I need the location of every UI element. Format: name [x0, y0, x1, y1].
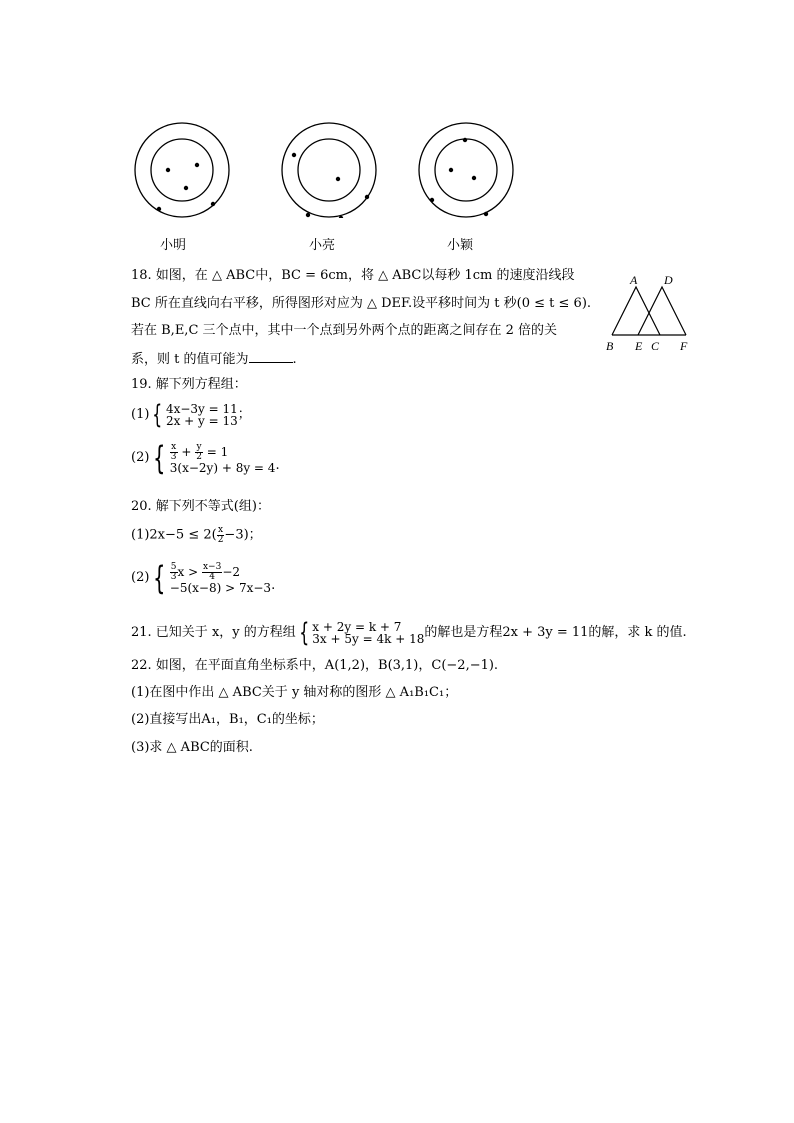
- q18-line-4-text: 系，则 t 的值可能为: [131, 352, 249, 367]
- q19-part-2-eq1: $\frac{x}{3}$ + $\frac{y}{2}$ = 1: [170, 441, 229, 462]
- q22-line-3: (2)直接写出A₁，B₁，C₁的坐标；: [131, 712, 324, 727]
- q20-part-2: (2) { $\frac{5}{3}$ x > $\frac{x-3}{4}$ −2 −5(x−8) > 7x−3 .: [131, 559, 276, 597]
- target-figure-xiaoying: [410, 122, 522, 218]
- left-brace: {: [152, 400, 163, 430]
- q18-line-1: 18. 如图，在 △ ABC中，BC = 6cm，将 △ ABC以每秒 1cm 的速度沿线段: [131, 268, 575, 283]
- figure-label-xiaoming: 小明: [160, 238, 187, 253]
- q19-part-2-label: (2): [131, 450, 150, 465]
- q22-line-4: (3)求 △ ABC的面积.: [131, 740, 253, 755]
- q19-part-1-eq2: 2x + y = 13: [165, 414, 238, 428]
- q19-part-1-system: [166, 403, 238, 427]
- q18-line-4: [131, 350, 297, 368]
- q21-eq1: x + 2y = k + 7: [312, 620, 402, 634]
- question-21: 21. 已知关于 x，y 的方程组 { x + 2y = k + 7 3x + 5y = 4k + 18 的解也是方程2x + 3y = 11的解，求 k 的值.: [131, 618, 687, 648]
- q20-part-2-ineq1: $\frac{5}{3}$ x > $\frac{x-3}{4}$ −2: [170, 561, 241, 582]
- q19-part-2-system: [170, 443, 276, 474]
- label-c: C: [651, 339, 660, 353]
- left-brace: {: [153, 559, 166, 597]
- triangle-def: [638, 287, 686, 335]
- q19-part-1-eq1: 4x−3y = 11: [165, 402, 238, 416]
- target-figure-xiaoliang: [279, 122, 391, 218]
- q21-eq2: 3x + 5y = 4k + 18: [312, 632, 425, 646]
- q20-title: 20. 解下列不等式(组)：: [131, 499, 270, 514]
- left-brace: {: [153, 439, 166, 477]
- q19-part-2-eq2: 3(x−2y) + 8y = 4: [169, 460, 276, 475]
- q22-line-2: (1)在图中作出 △ ABC关于 y 轴对称的图形 △ A₁B₁C₁；: [131, 685, 458, 700]
- q19-part-1-label: (1): [131, 407, 150, 422]
- q19-part-2: [131, 439, 280, 477]
- label-b: B: [606, 339, 614, 353]
- translation-triangle-diagram: [600, 273, 696, 357]
- figure-label-xiaoying: 小颖: [447, 238, 474, 253]
- answer-blank: [249, 350, 293, 363]
- label-a: A: [630, 273, 638, 287]
- q18-line-3: 若在 B,E,C 三个点中，其中一个点到另外两个点的距离之间存在 2 倍的关: [131, 323, 558, 338]
- label-f: F: [680, 339, 688, 353]
- left-brace: {: [299, 618, 309, 648]
- q19-part-1-end: ；: [237, 407, 251, 422]
- q20-part-1: (1)2x−5 ≤ 2( $\frac{x}{2}$ −3)；: [131, 525, 262, 545]
- q19-title: 19. 解下列方程组：: [131, 377, 247, 392]
- q19-part-2-end: .: [275, 458, 280, 473]
- q18-line-2: BC 所在直线向右平移，所得图形对应为 △ DEF.设平移时间为 t 秒(0 ≤ t ≤ 6).: [131, 296, 592, 311]
- q18-line-4-end: .: [292, 352, 297, 367]
- q20-part-2-ineq2: −5(x−8) > 7x−3: [169, 580, 272, 595]
- label-e: E: [635, 339, 643, 353]
- q22-line-1: 22. 如图，在平面直角坐标系中，A(1,2)，B(3,1)，C(−2,−1).: [131, 658, 499, 673]
- label-d: D: [664, 273, 673, 287]
- triangle-abc: [612, 287, 660, 335]
- q19-part-1: [131, 402, 251, 428]
- figure-label-xiaoliang: 小亮: [309, 238, 336, 253]
- target-figure-xiaoming: [128, 122, 240, 218]
